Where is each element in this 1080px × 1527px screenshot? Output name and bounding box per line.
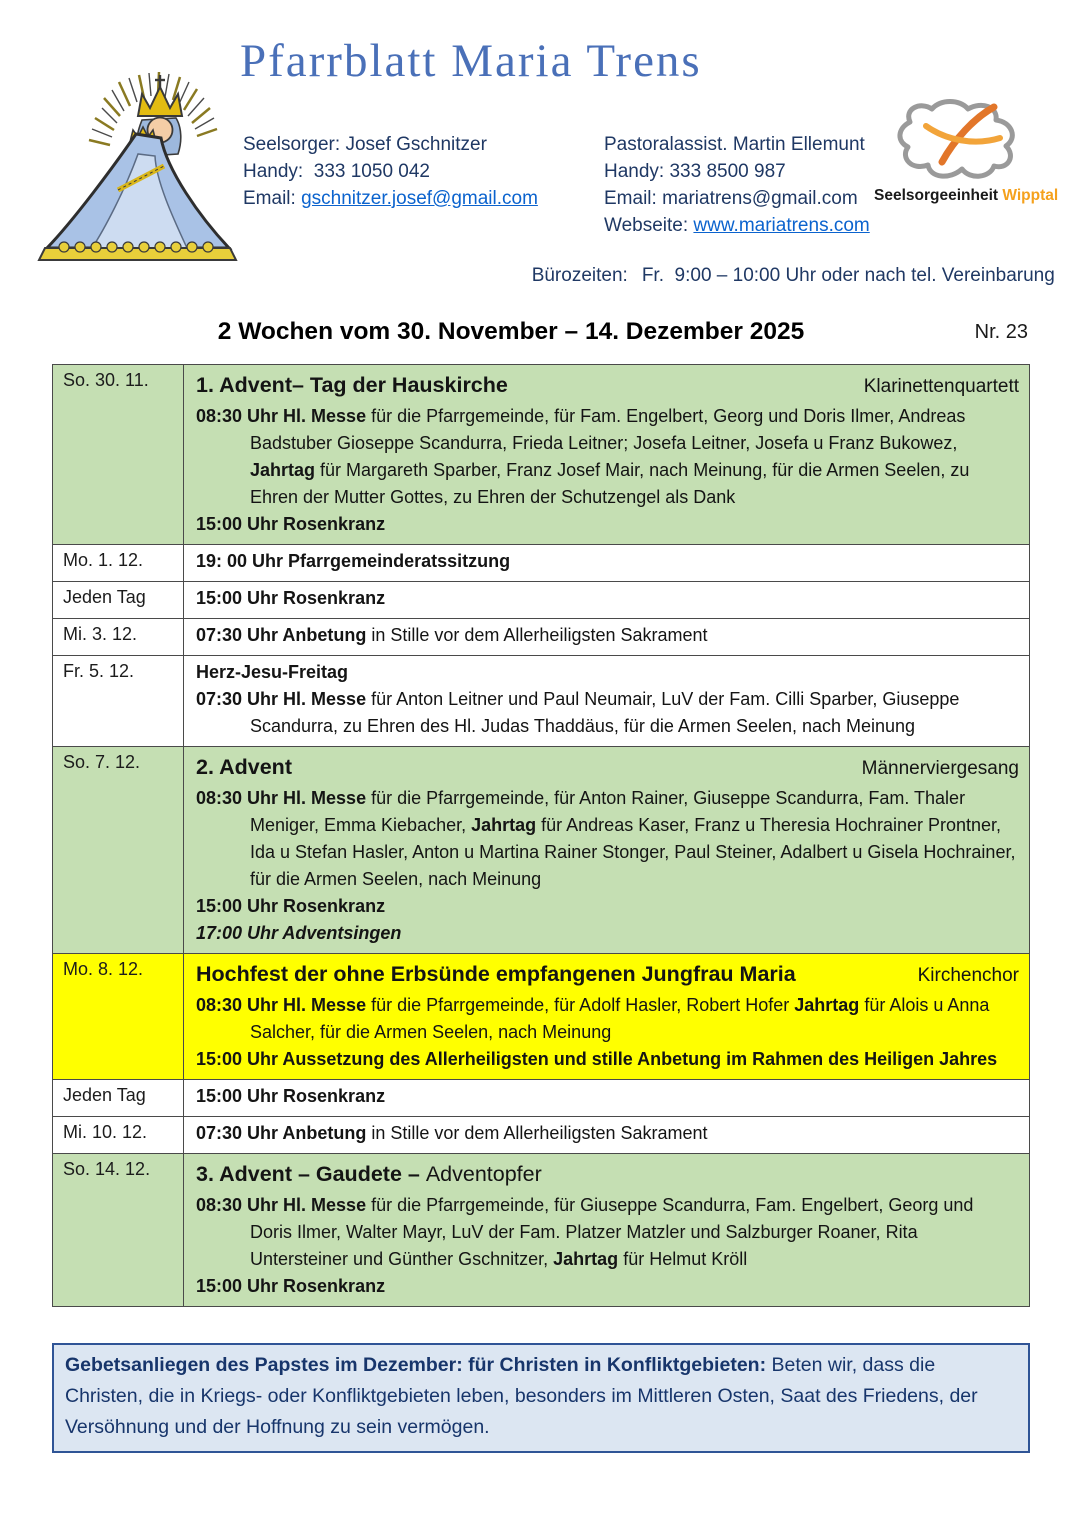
text-segment: in Stille vor dem Allerheiligsten Sakrament [371, 1123, 708, 1143]
row-date: Jeden Tag [53, 582, 184, 619]
text-segment: für die Pfarrgemeinde, für Anton Rainer, Giuseppe Scandurra, Fam. Thaler Meniger, Emma Kiebacher, [250, 788, 966, 835]
schedule-entry [196, 1273, 1019, 1300]
row-date: So. 7. 12. [53, 747, 184, 954]
schedule-entry [196, 403, 1019, 511]
webseite-label: Webseite: [604, 215, 694, 236]
maria-trens-statue-image [34, 68, 242, 264]
pastoralassistent-email: Email: mariatrens@gmail.com [604, 188, 858, 209]
text-segment: für Alois u Anna Salcher, für die Armen Seelen, nach Meinung [250, 995, 990, 1042]
text-segment: 15:00 Uhr Rosenkranz [196, 588, 386, 608]
row-title [196, 959, 1019, 989]
schedule-entry [196, 920, 1019, 947]
ensemble-label: Klarinettenquartett [863, 376, 1019, 397]
schedule-entry [196, 785, 1019, 893]
row-content [184, 1117, 1030, 1154]
row-content [184, 1154, 1030, 1307]
pope-intention-note [52, 1343, 1030, 1453]
text-segment: 15:00 Uhr Aussetzung des Allerheiligsten und stille Anbetung im Rahmen des Heiligen Jahres [196, 1049, 998, 1069]
text-segment: 08:30 Uhr Hl. Messe [196, 995, 372, 1015]
schedule-table [52, 364, 1030, 1307]
schedule-row [53, 619, 1030, 656]
schedule-row [53, 365, 1030, 545]
text-segment: Hochfest der ohne Erbsünde empfangenen Jungfrau Maria [196, 962, 796, 986]
text-segment: Gebetsanliegen des Papstes im Dezember: für Christen in Konfliktgebieten: [65, 1354, 772, 1376]
text-segment: 15:00 Uhr Rosenkranz [196, 1276, 386, 1296]
schedule-entry [196, 1192, 1019, 1273]
row-date: Mi. 3. 12. [53, 619, 184, 656]
row-content [184, 954, 1030, 1080]
seelsorger-email-label: Email: [243, 188, 302, 209]
office-hours-label: Bürozeiten: [531, 265, 628, 286]
wipptal-logo-icon [882, 98, 1032, 180]
row-content [184, 747, 1030, 954]
text-segment: Jahrtag [794, 995, 860, 1015]
seelsorger-name: Seelsorger: Josef Gschnitzer [243, 134, 487, 155]
schedule-entry [196, 1083, 1019, 1110]
row-date: Mo. 1. 12. [53, 545, 184, 582]
schedule-row [53, 954, 1030, 1080]
office-hours-text: Fr. 9:00 – 10:00 Uhr oder nach tel. Vereinbarung [641, 265, 1055, 286]
schedule-row [53, 656, 1030, 747]
logo-text-wipptal: Wipptal [998, 187, 1059, 204]
page-title: Pfarrblatt Maria Trens [240, 35, 702, 87]
text-segment: 07:30 Uhr Anbetung [196, 1123, 372, 1143]
schedule-entry [196, 1046, 1019, 1073]
row-content [184, 1080, 1030, 1117]
webseite-link[interactable]: www.mariatrens.com [693, 215, 870, 236]
row-title-text [196, 370, 508, 400]
row-date: So. 14. 12. [53, 1154, 184, 1307]
text-segment: für Margareth Sparber, Franz Josef Mair, nach Meinung, für die Armen Seelen, zu Ehren der Mutter Gottes, zu Ehren der Schutzengel als Dank [250, 460, 970, 507]
schedule-entry [196, 622, 1019, 649]
pastoralassistent-name: Pastoralassist. Martin Ellemunt [604, 134, 865, 155]
text-segment: 1. Advent– Tag der Hauskirche [196, 373, 508, 397]
schedule-row [53, 747, 1030, 954]
text-segment: Jahrtag [553, 1249, 619, 1269]
schedule-row [53, 582, 1030, 619]
text-segment: 15:00 Uhr Rosenkranz [196, 1086, 386, 1106]
ensemble-label: Männerviergesang [861, 758, 1019, 779]
logo-caption [874, 187, 1059, 205]
schedule-table-body [53, 365, 1030, 1307]
schedule-entry [196, 1120, 1019, 1147]
text-segment: 19: 00 Uhr Pfarrgemeinderatssitzung [196, 551, 511, 571]
schedule-entry [196, 548, 1019, 575]
row-date: Fr. 5. 12. [53, 656, 184, 747]
text-segment: 17:00 Uhr Adventsingen [196, 923, 402, 943]
schedule-entry [196, 686, 1019, 740]
main-content [52, 318, 1030, 1453]
schedule-entry [196, 585, 1019, 612]
logo-text-seelsorgeeinheit: Seelsorgeeinheit [874, 187, 999, 204]
row-content [184, 365, 1030, 545]
row-title [196, 1159, 1019, 1189]
text-segment: für Helmut Kröll [618, 1249, 748, 1269]
text-segment: 15:00 Uhr Rosenkranz [196, 896, 386, 916]
schedule-entry [196, 893, 1019, 920]
issue-number: Nr. 23 [974, 321, 1028, 343]
row-date: Mo. 8. 12. [53, 954, 184, 1080]
text-segment: für die Pfarrgemeinde, für Fam. Engelbert, Georg und Doris Ilmer, Andreas Badstuber Gioseppe Scandurra, Frieda Leitner; Josefa Leitner, Josefa u Franz Bukowez, [250, 406, 966, 453]
row-date: Mi. 10. 12. [53, 1117, 184, 1154]
seelsorger-handy: Handy: 333 1050 042 [243, 161, 430, 182]
seelsorgeeinheit-wipptal-logo [874, 98, 1059, 205]
schedule-row [53, 545, 1030, 582]
seelsorger-email-link[interactable]: gschnitzer.josef@gmail.com [301, 188, 538, 209]
row-date: Jeden Tag [53, 1080, 184, 1117]
text-segment: 08:30 Uhr Hl. Messe [196, 1195, 372, 1215]
schedule-entry [196, 659, 1019, 686]
row-content [184, 656, 1030, 747]
text-segment: 07:30 Uhr Anbetung [196, 625, 372, 645]
text-segment: für Andreas Kaser, Franz u Theresia Hochrainer Prontner, Ida u Stefan Hasler, Anton u Martina Rainer Stonger, Paul Steiner, Adalbert u Gisela Hochrainer, für die Armen Seelen, nach Meinung [250, 815, 1016, 889]
webseite-line [604, 212, 870, 239]
row-title [196, 370, 1019, 400]
row-title [196, 752, 1019, 782]
row-content [184, 545, 1030, 582]
row-title-text [196, 1159, 542, 1189]
schedule-row [53, 1117, 1030, 1154]
text-segment: Jahrtag [250, 460, 316, 480]
office-hours [500, 243, 1055, 309]
contact-pastoralassistent [604, 131, 870, 239]
schedule-row [53, 1080, 1030, 1117]
text-segment: 07:30 Uhr Hl. Messe [196, 689, 372, 709]
row-content [184, 582, 1030, 619]
schedule-row [53, 1154, 1030, 1307]
contact-seelsorger [243, 131, 538, 212]
issue-row [52, 318, 1030, 364]
seelsorger-email-line [243, 185, 538, 212]
text-segment: 08:30 Uhr Hl. Messe [196, 406, 372, 426]
row-date: So. 30. 11. [53, 365, 184, 545]
row-title-text [196, 752, 292, 782]
row-content [184, 619, 1030, 656]
text-segment: für die Pfarrgemeinde, für Giuseppe Scandurra, Fam. Engelbert, Georg und Doris Ilmer, Walter Mayr, LuV der Fam. Platzer Matzler und Salzburger Roaner, Rita Untersteiner und Günther Gschnitzer, [250, 1195, 974, 1269]
schedule-entry [196, 992, 1019, 1046]
pastoralassistent-handy: Handy: 333 8500 987 [604, 161, 786, 182]
schedule-entry [196, 511, 1019, 538]
ensemble-label: Kirchenchor [917, 965, 1019, 986]
period-title: 2 Wochen vom 30. November – 14. Dezember 2025 [217, 318, 805, 345]
text-segment: 2. Advent [196, 755, 292, 779]
text-segment: für Anton Leitner und Paul Neumair, LuV der Fam. Cilli Sparber, Giuseppe Scandurra, zu Ehren des Hl. Judas Thaddäus, für die Armen Seelen, nach Meinung [250, 689, 960, 736]
text-segment: Jahrtag [471, 815, 537, 835]
text-segment: 3. Advent – Gaudete – [196, 1162, 426, 1186]
text-segment: 15:00 Uhr Rosenkranz [196, 514, 386, 534]
text-segment: Herz-Jesu-Freitag [196, 662, 349, 682]
text-segment: in Stille vor dem Allerheiligsten Sakrament [371, 625, 708, 645]
text-segment: 08:30 Uhr Hl. Messe [196, 788, 372, 808]
text-segment: Beten wir, dass die Christen, die in Kriegs- oder Konfliktgebieten leben, besonders im Mittleren Osten, Saat des Friedens, der Versöhnung und der Hoffnung zu sein vermögen. [65, 1354, 978, 1438]
statue-drawing [34, 68, 242, 264]
text-segment: Adventopfer [425, 1162, 542, 1186]
row-title-text [196, 959, 796, 989]
text-segment: für die Pfarrgemeinde, für Adolf Hasler, Robert Hofer [371, 995, 795, 1015]
